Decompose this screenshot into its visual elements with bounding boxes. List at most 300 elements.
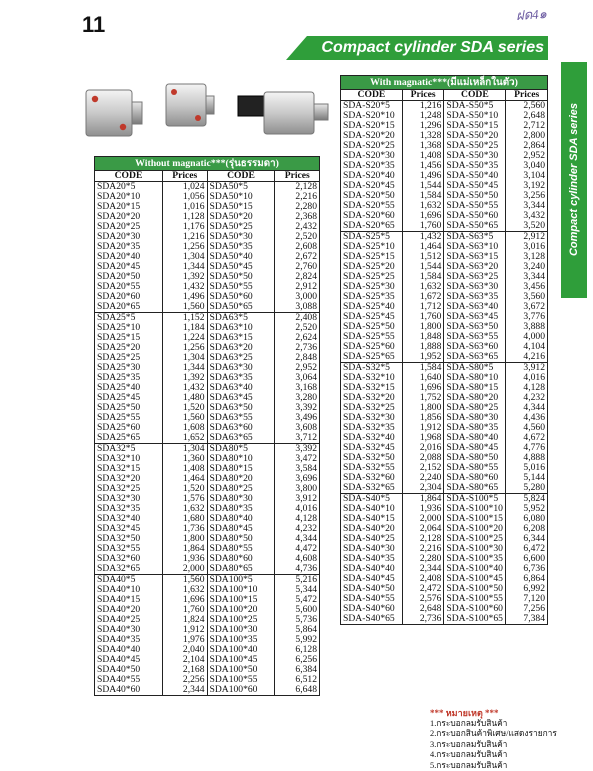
column-header-prices: Prices <box>275 171 320 182</box>
product-code-cell: SDA-S63*30 <box>444 282 506 292</box>
product-code-cell: SDA40*25 <box>95 615 163 625</box>
price-cell: 1,856 <box>402 413 444 423</box>
price-cell: 1,256 <box>162 242 207 252</box>
price-cell: 2,168 <box>162 665 207 675</box>
product-code-cell: SDA-S20*55 <box>341 201 403 211</box>
price-cell: 2,952 <box>506 151 548 161</box>
price-cell: 2,408 <box>402 574 444 584</box>
product-code-cell: SDA-S50*55 <box>444 201 506 211</box>
product-code-cell: SDA50*50 <box>207 272 275 282</box>
price-cell: 6,208 <box>506 524 548 534</box>
product-code-cell: SDA40*5 <box>95 575 163 586</box>
product-code-cell: SDA100*10 <box>207 585 275 595</box>
price-cell: 1,560 <box>162 413 207 423</box>
product-code-cell: SDA-S25*55 <box>341 332 403 342</box>
table-row <box>95 302 320 313</box>
price-cell: 1,184 <box>162 323 207 333</box>
price-cell: 6,736 <box>506 564 548 574</box>
product-code-cell: SDA-S40*55 <box>341 594 403 604</box>
price-cell: 1,968 <box>402 433 444 443</box>
price-cell: 4,104 <box>506 342 548 352</box>
price-cell: 2,952 <box>275 363 320 373</box>
price-cell: 6,256 <box>275 655 320 665</box>
product-code-cell: SDA50*40 <box>207 252 275 262</box>
product-code-cell: SDA50*55 <box>207 282 275 292</box>
product-code-cell: SDA-S100*5 <box>444 494 506 505</box>
product-code-cell: SDA63*45 <box>207 393 275 403</box>
price-cell: 3,800 <box>275 484 320 494</box>
price-cell: 6,864 <box>506 574 548 584</box>
price-cell: 2,864 <box>506 141 548 151</box>
table-row <box>341 483 548 494</box>
price-cell: 1,392 <box>162 373 207 383</box>
product-code-cell: SDA20*20 <box>95 212 163 222</box>
price-cell: 7,256 <box>506 604 548 614</box>
product-code-cell: SDA-S100*35 <box>444 554 506 564</box>
table-row <box>341 614 548 625</box>
price-cell: 1,672 <box>402 292 444 302</box>
product-code-cell: SDA25*20 <box>95 343 163 353</box>
product-code-cell: SDA-S50*35 <box>444 161 506 171</box>
product-code-cell: SDA100*35 <box>207 635 275 645</box>
note-item: 4.กระบอกลมรับสินค้า <box>430 750 590 761</box>
product-code-cell: SDA-S40*35 <box>341 554 403 564</box>
product-code-cell: SDA-S80*5 <box>444 363 506 374</box>
product-code-cell: SDA25*25 <box>95 353 163 363</box>
product-code-cell: SDA-S100*40 <box>444 564 506 574</box>
price-cell: 3,104 <box>506 171 548 181</box>
price-cell: 2,064 <box>402 524 444 534</box>
price-cell: 4,672 <box>506 433 548 443</box>
product-code-cell: SDA50*10 <box>207 192 275 202</box>
price-cell: 1,024 <box>162 182 207 193</box>
price-cell: 2,576 <box>402 594 444 604</box>
product-code-cell: SDA-S100*30 <box>444 544 506 554</box>
product-code-cell: SDA-S50*5 <box>444 101 506 112</box>
price-cell: 3,280 <box>275 393 320 403</box>
product-code-cell: SDA-S40*10 <box>341 504 403 514</box>
product-code-cell: SDA100*45 <box>207 655 275 665</box>
price-cell: 2,624 <box>275 333 320 343</box>
price-cell: 3,088 <box>275 302 320 313</box>
product-code-cell: SDA80*50 <box>207 534 275 544</box>
product-code-cell: SDA-S32*45 <box>341 443 403 453</box>
price-cell: 1,712 <box>402 302 444 312</box>
note-item: 2.กระบอกสินค้าพิเศษ/แสดงรายการ <box>430 729 590 740</box>
table-row <box>95 685 320 696</box>
product-code-cell: SDA-S40*15 <box>341 514 403 524</box>
product-code-cell: SDA100*5 <box>207 575 275 586</box>
price-cell: 4,000 <box>506 332 548 342</box>
price-cell: 1,632 <box>162 504 207 514</box>
product-code-cell: SDA50*20 <box>207 212 275 222</box>
product-code-cell: SDA-S63*10 <box>444 242 506 252</box>
product-code-cell: SDA-S32*25 <box>341 403 403 413</box>
table-row <box>95 564 320 575</box>
product-code-cell: SDA20*5 <box>95 182 163 193</box>
product-code-cell: SDA32*65 <box>95 564 163 575</box>
price-cell: 2,760 <box>275 262 320 272</box>
column-header-prices: Prices <box>402 90 444 101</box>
product-code-cell: SDA-S25*50 <box>341 322 403 332</box>
price-cell: 6,344 <box>506 534 548 544</box>
price-cell: 3,496 <box>275 413 320 423</box>
price-cell: 1,848 <box>402 332 444 342</box>
price-cell: 2,088 <box>402 453 444 463</box>
product-code-cell: SDA63*40 <box>207 383 275 393</box>
price-cell: 1,368 <box>402 141 444 151</box>
product-code-cell: SDA32*55 <box>95 544 163 554</box>
product-code-cell: SDA-S25*30 <box>341 282 403 292</box>
price-cell: 3,432 <box>506 211 548 221</box>
product-code-cell: SDA-S100*15 <box>444 514 506 524</box>
price-cell: 3,520 <box>506 221 548 232</box>
page-number: 11 <box>82 12 105 38</box>
product-code-cell: SDA-S80*20 <box>444 393 506 403</box>
product-code-cell: SDA100*30 <box>207 625 275 635</box>
price-cell: 2,560 <box>506 101 548 112</box>
price-cell: 1,696 <box>402 383 444 393</box>
product-code-cell: SDA80*45 <box>207 524 275 534</box>
price-cell: 2,408 <box>275 313 320 324</box>
product-code-cell: SDA50*5 <box>207 182 275 193</box>
product-code-cell: SDA-S32*40 <box>341 433 403 443</box>
product-code-cell: SDA63*50 <box>207 403 275 413</box>
price-cell: 3,712 <box>275 433 320 444</box>
product-code-cell: SDA-S50*45 <box>444 181 506 191</box>
price-table-with-magnet <box>340 75 548 625</box>
product-code-cell: SDA-S20*25 <box>341 141 403 151</box>
product-code-cell: SDA-S40*5 <box>341 494 403 505</box>
product-code-cell: SDA-S32*5 <box>341 363 403 374</box>
price-cell: 1,560 <box>162 302 207 313</box>
cylinder-photo-2 <box>166 84 214 126</box>
product-code-cell: SDA-S63*25 <box>444 272 506 282</box>
product-code-cell: SDA-S50*10 <box>444 111 506 121</box>
price-cell: 2,152 <box>402 463 444 473</box>
product-code-cell: SDA-S50*40 <box>444 171 506 181</box>
product-code-cell: SDA50*15 <box>207 202 275 212</box>
product-code-cell: SDA-S20*10 <box>341 111 403 121</box>
product-code-cell: SDA-S32*55 <box>341 463 403 473</box>
product-code-cell: SDA-S40*20 <box>341 524 403 534</box>
product-code-cell: SDA-S20*40 <box>341 171 403 181</box>
product-code-cell: SDA-S80*65 <box>444 483 506 494</box>
product-code-cell: SDA20*15 <box>95 202 163 212</box>
product-code-cell: SDA20*45 <box>95 262 163 272</box>
price-cell: 1,304 <box>162 353 207 363</box>
price-cell: 1,056 <box>162 192 207 202</box>
product-code-cell: SDA-S20*50 <box>341 191 403 201</box>
product-code-cell: SDA80*55 <box>207 544 275 554</box>
price-cell: 1,952 <box>402 352 444 363</box>
product-code-cell: SDA-S100*10 <box>444 504 506 514</box>
price-cell: 1,760 <box>402 312 444 322</box>
product-code-cell: SDA80*40 <box>207 514 275 524</box>
price-cell: 2,608 <box>275 242 320 252</box>
product-code-cell: SDA-S80*55 <box>444 463 506 473</box>
product-code-cell: SDA40*10 <box>95 585 163 595</box>
price-cell: 5,992 <box>275 635 320 645</box>
note-item: 5.กระบอกลมรับสินค้า <box>430 761 590 771</box>
product-photos <box>82 76 332 154</box>
price-cell: 4,016 <box>506 373 548 383</box>
price-cell: 5,864 <box>275 625 320 635</box>
price-cell: 3,392 <box>275 403 320 413</box>
price-cell: 1,864 <box>162 544 207 554</box>
product-code-cell: SDA-S63*60 <box>444 342 506 352</box>
price-cell: 4,216 <box>506 352 548 363</box>
price-cell: 3,192 <box>506 181 548 191</box>
handwritten-note: ฝด4๑ <box>515 3 547 26</box>
price-cell: 2,800 <box>506 131 548 141</box>
price-cell: 1,304 <box>162 444 207 455</box>
price-cell: 1,824 <box>162 615 207 625</box>
notes-title: *** หมายเหตุ *** <box>430 708 590 719</box>
price-cell: 3,240 <box>506 262 548 272</box>
cylinder-photo-1 <box>86 90 142 136</box>
price-cell: 1,912 <box>402 423 444 433</box>
price-cell: 2,648 <box>506 111 548 121</box>
price-cell: 2,648 <box>402 604 444 614</box>
price-cell: 4,344 <box>275 534 320 544</box>
price-cell: 1,392 <box>162 272 207 282</box>
product-code-cell: SDA-S40*30 <box>341 544 403 554</box>
table-body <box>95 182 320 696</box>
product-code-cell: SDA-S100*20 <box>444 524 506 534</box>
product-code-cell: SDA63*5 <box>207 313 275 324</box>
price-cell: 1,296 <box>402 121 444 131</box>
column-header-code: CODE <box>95 171 163 182</box>
price-cell: 1,432 <box>162 282 207 292</box>
table-row <box>95 433 320 444</box>
price-cell: 1,216 <box>162 232 207 242</box>
product-code-cell: SDA20*35 <box>95 242 163 252</box>
product-code-cell: SDA50*35 <box>207 242 275 252</box>
price-cell: 7,120 <box>506 594 548 604</box>
product-code-cell: SDA32*30 <box>95 494 163 504</box>
price-cell: 2,216 <box>275 192 320 202</box>
product-code-cell: SDA25*60 <box>95 423 163 433</box>
price-cell: 2,824 <box>275 272 320 282</box>
price-cell: 3,584 <box>275 464 320 474</box>
price-cell: 1,344 <box>162 262 207 272</box>
price-cell: 2,016 <box>402 443 444 453</box>
price-cell: 6,600 <box>506 554 548 564</box>
product-code-cell: SDA32*50 <box>95 534 163 544</box>
product-code-cell: SDA100*25 <box>207 615 275 625</box>
price-cell: 1,152 <box>162 313 207 324</box>
price-cell: 5,952 <box>506 504 548 514</box>
price-cell: 2,000 <box>162 564 207 575</box>
price-cell: 1,800 <box>162 534 207 544</box>
product-code-cell: SDA100*60 <box>207 685 275 696</box>
price-cell: 5,016 <box>506 463 548 473</box>
price-cell: 1,216 <box>402 101 444 112</box>
price-cell: 1,640 <box>402 373 444 383</box>
price-cell: 1,936 <box>402 504 444 514</box>
price-cell: 2,520 <box>275 232 320 242</box>
product-code-cell: SDA20*50 <box>95 272 163 282</box>
price-cell: 4,608 <box>275 554 320 564</box>
price-table-without-magnet <box>94 156 320 696</box>
product-code-cell: SDA-S50*60 <box>444 211 506 221</box>
product-code-cell: SDA-S25*5 <box>341 232 403 243</box>
price-cell: 1,632 <box>162 585 207 595</box>
product-code-cell: SDA50*65 <box>207 302 275 313</box>
price-cell: 2,216 <box>402 544 444 554</box>
price-cell: 2,368 <box>275 212 320 222</box>
product-code-cell: SDA100*55 <box>207 675 275 685</box>
price-cell: 5,144 <box>506 473 548 483</box>
product-code-cell: SDA20*60 <box>95 292 163 302</box>
product-code-cell: SDA-S80*30 <box>444 413 506 423</box>
product-code-cell: SDA-S63*45 <box>444 312 506 322</box>
price-cell: 1,496 <box>162 292 207 302</box>
product-code-cell: SDA80*5 <box>207 444 275 455</box>
product-code-cell: SDA-S32*15 <box>341 383 403 393</box>
price-cell: 2,736 <box>275 343 320 353</box>
price-cell: 1,976 <box>162 635 207 645</box>
note-item: 3.กระบอกลมรับสินค้า <box>430 740 590 751</box>
price-cell: 6,384 <box>275 665 320 675</box>
price-cell: 1,520 <box>162 403 207 413</box>
price-cell: 6,080 <box>506 514 548 524</box>
product-code-cell: SDA-S20*45 <box>341 181 403 191</box>
product-code-cell: SDA50*45 <box>207 262 275 272</box>
price-cell: 6,648 <box>275 685 320 696</box>
product-code-cell: SDA-S32*65 <box>341 483 403 494</box>
price-cell: 4,436 <box>506 413 548 423</box>
price-cell: 1,544 <box>402 181 444 191</box>
price-cell: 2,472 <box>402 584 444 594</box>
price-cell: 5,216 <box>275 575 320 586</box>
product-code-cell: SDA80*35 <box>207 504 275 514</box>
price-cell: 4,232 <box>506 393 548 403</box>
price-cell: 1,432 <box>162 383 207 393</box>
product-code-cell: SDA50*60 <box>207 292 275 302</box>
product-code-cell: SDA-S80*10 <box>444 373 506 383</box>
product-code-cell: SDA80*60 <box>207 554 275 564</box>
price-cell: 1,408 <box>162 464 207 474</box>
price-cell: 6,512 <box>275 675 320 685</box>
price-cell: 1,760 <box>402 221 444 232</box>
price-cell: 4,560 <box>506 423 548 433</box>
table-title: With magnatic***(มีแม่เหล็กในตัว) <box>341 76 548 90</box>
price-cell: 3,344 <box>506 272 548 282</box>
product-code-cell: SDA-S20*30 <box>341 151 403 161</box>
product-code-cell: SDA32*35 <box>95 504 163 514</box>
product-code-cell: SDA20*30 <box>95 232 163 242</box>
price-cell: 2,848 <box>275 353 320 363</box>
price-cell: 1,496 <box>402 171 444 181</box>
price-cell: 3,472 <box>275 454 320 464</box>
product-code-cell: SDA80*25 <box>207 484 275 494</box>
price-cell: 1,480 <box>162 393 207 403</box>
table-row <box>341 221 548 232</box>
price-cell: 3,000 <box>275 292 320 302</box>
price-cell: 1,224 <box>162 333 207 343</box>
price-cell: 1,696 <box>162 595 207 605</box>
price-cell: 1,936 <box>162 554 207 564</box>
product-code-cell: SDA-S25*60 <box>341 342 403 352</box>
side-tab-label-wrap <box>561 62 587 298</box>
product-code-cell: SDA40*55 <box>95 675 163 685</box>
product-code-cell: SDA-S40*50 <box>341 584 403 594</box>
product-code-cell: SDA80*65 <box>207 564 275 575</box>
price-cell: 6,992 <box>506 584 548 594</box>
product-code-cell: SDA63*25 <box>207 353 275 363</box>
price-cell: 2,240 <box>402 473 444 483</box>
product-code-cell: SDA80*30 <box>207 494 275 504</box>
price-cell: 3,888 <box>506 322 548 332</box>
product-code-cell: SDA40*20 <box>95 605 163 615</box>
product-code-cell: SDA-S40*25 <box>341 534 403 544</box>
price-cell: 3,064 <box>275 373 320 383</box>
price-cell: 3,560 <box>506 292 548 302</box>
product-code-cell: SDA-S80*35 <box>444 423 506 433</box>
price-cell: 5,472 <box>275 595 320 605</box>
product-code-cell: SDA63*65 <box>207 433 275 444</box>
product-code-cell: SDA-S25*10 <box>341 242 403 252</box>
product-code-cell: SDA50*30 <box>207 232 275 242</box>
product-code-cell: SDA-S32*50 <box>341 453 403 463</box>
product-code-cell: SDA100*15 <box>207 595 275 605</box>
product-code-cell: SDA-S50*65 <box>444 221 506 232</box>
product-code-cell: SDA63*35 <box>207 373 275 383</box>
product-code-cell: SDA-S40*60 <box>341 604 403 614</box>
column-header-prices: Prices <box>506 90 548 101</box>
price-cell: 2,256 <box>162 675 207 685</box>
product-code-cell: SDA32*45 <box>95 524 163 534</box>
product-code-cell: SDA80*15 <box>207 464 275 474</box>
product-code-cell: SDA40*35 <box>95 635 163 645</box>
price-cell: 4,232 <box>275 524 320 534</box>
table-title: Without magnatic***(รุ่นธรรมดา) <box>95 157 320 171</box>
price-cell: 1,680 <box>162 514 207 524</box>
product-code-cell: SDA-S50*25 <box>444 141 506 151</box>
product-code-cell: SDA-S25*35 <box>341 292 403 302</box>
product-code-cell: SDA-S100*55 <box>444 594 506 604</box>
product-code-cell: SDA25*40 <box>95 383 163 393</box>
price-cell: 2,304 <box>402 483 444 494</box>
product-code-cell: SDA32*40 <box>95 514 163 524</box>
price-cell: 1,128 <box>162 212 207 222</box>
price-cell: 1,912 <box>162 625 207 635</box>
price-cell: 1,576 <box>162 494 207 504</box>
price-cell: 2,000 <box>402 514 444 524</box>
product-code-cell: SDA-S32*30 <box>341 413 403 423</box>
price-cell: 1,736 <box>162 524 207 534</box>
price-cell: 6,128 <box>275 645 320 655</box>
column-header-code: CODE <box>341 90 403 101</box>
product-code-cell: SDA63*10 <box>207 323 275 333</box>
price-cell: 1,584 <box>402 272 444 282</box>
product-code-cell: SDA-S80*60 <box>444 473 506 483</box>
product-code-cell: SDA40*15 <box>95 595 163 605</box>
product-code-cell: SDA-S20*15 <box>341 121 403 131</box>
note-item: 1.กระบอกลมรับสินค้า <box>430 719 590 730</box>
product-code-cell: SDA-S40*40 <box>341 564 403 574</box>
product-code-cell: SDA-S40*65 <box>341 614 403 625</box>
product-code-cell: SDA-S25*25 <box>341 272 403 282</box>
price-cell: 4,344 <box>506 403 548 413</box>
product-code-cell: SDA100*20 <box>207 605 275 615</box>
price-cell: 1,432 <box>402 232 444 243</box>
product-code-cell: SDA20*25 <box>95 222 163 232</box>
product-code-cell: SDA40*45 <box>95 655 163 665</box>
product-code-cell: SDA50*25 <box>207 222 275 232</box>
